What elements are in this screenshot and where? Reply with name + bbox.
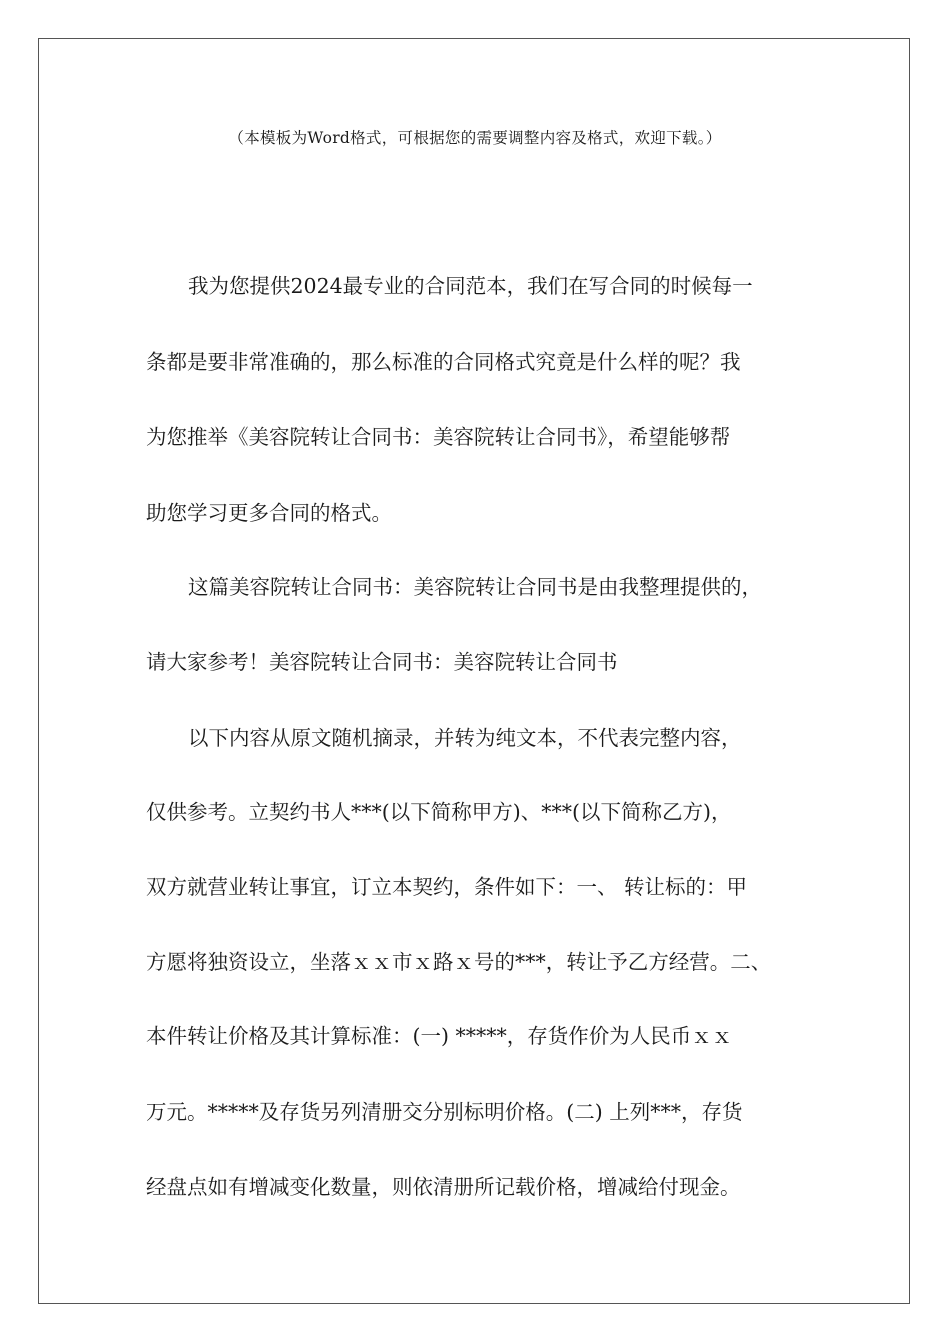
paragraph-3-line-6: 万元。*****及存货另列清册交分别标明价格。(二) 上列***，存货 [146, 1100, 743, 1124]
paragraph-3-line-5: 本件转让价格及其计算标准：(一) *****，存货作价为人民币ｘｘ [146, 1024, 733, 1048]
paragraph-1-line-3: 为您推举《美容院转让合同书：美容院转让合同书》，希望能够帮 [146, 425, 731, 449]
paragraph-3-line-7: 经盘点如有增减变化数量，则依清册所记载价格，增减给付现金。 [146, 1175, 741, 1199]
paragraph-3-line-3: 双方就营业转让事宜，订立本契约，条件如下：一、 转让标的：甲 [146, 875, 748, 899]
paragraph-2-line-2: 请大家参考！美容院转让合同书：美容院转让合同书 [146, 650, 618, 674]
paragraph-1-line-2: 条都是要非常准确的，那么标准的合同格式究竟是什么样的呢？我 [146, 350, 741, 374]
template-note: （本模板为Word格式，可根据您的需要调整内容及格式，欢迎下载。） [228, 129, 722, 147]
paragraph-2-line-1: 这篇美容院转让合同书：美容院转让合同书是由我整理提供的， [188, 575, 762, 599]
paragraph-3-line-2: 仅供参考。立契约书人***(以下简称甲方)、***(以下简称乙方)， [146, 800, 732, 824]
paragraph-3-line-1: 以下内容从原文随机摘录，并转为纯文本，不代表完整内容， [188, 726, 742, 750]
paragraph-1-line-1: 我为您提供2024最专业的合同范本，我们在写合同的时候每一 [188, 274, 753, 298]
paragraph-3-line-4: 方愿将独资设立，坐落ｘｘ市ｘ路ｘ号的***，转让予乙方经营。二、 [146, 950, 772, 974]
paragraph-1-line-4: 助您学习更多合同的格式。 [146, 501, 392, 525]
